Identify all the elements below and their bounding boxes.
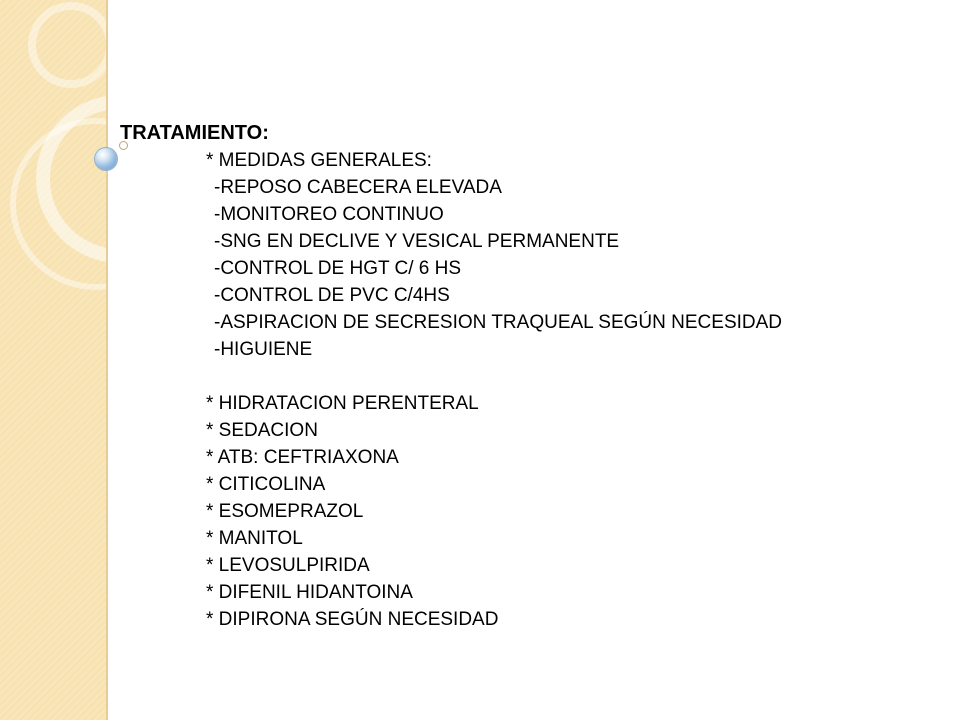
- treatment-item: * SEDACION: [206, 420, 318, 441]
- slide-content: [120, 120, 782, 633]
- treatment-item: * DIFENIL HIDANTOINA: [206, 582, 413, 603]
- treatment-item: * HIDRATACION PERENTERAL: [206, 393, 479, 414]
- treatment-item: * CITICOLINA: [206, 474, 326, 495]
- blue-ball-icon: [95, 148, 117, 170]
- treatment-item: * DIPIRONA SEGÚN NECESIDAD: [206, 609, 499, 630]
- list-item: -REPOSO CABECERA ELEVADA: [214, 177, 502, 198]
- decorative-ring: [28, 2, 108, 88]
- decorative-side-band: [0, 0, 108, 720]
- list-item: -SNG EN DECLIVE Y VESICAL PERMANENTE: [214, 231, 620, 252]
- list-item: -ASPIRACION DE SECRESION TRAQUEAL SEGÚN NECESIDAD: [214, 312, 783, 333]
- list-item: -HIGUIENE: [214, 339, 313, 360]
- spacer: [120, 363, 782, 390]
- slide-title: TRATAMIENTO:: [120, 122, 269, 144]
- treatment-item: * MANITOL: [206, 528, 303, 549]
- section-heading: * MEDIDAS GENERALES:: [206, 150, 432, 171]
- list-item: -MONITOREO CONTINUO: [214, 204, 444, 225]
- treatment-item: * ATB: CEFTRIAXONA: [206, 447, 399, 468]
- list-item: -CONTROL DE PVC C/4HS: [214, 285, 450, 306]
- treatment-item: * LEVOSULPIRIDA: [206, 555, 370, 576]
- treatment-item: * ESOMEPRAZOL: [206, 501, 364, 522]
- decorative-ring: [10, 118, 108, 290]
- list-item: -CONTROL DE HGT C/ 6 HS: [214, 258, 462, 279]
